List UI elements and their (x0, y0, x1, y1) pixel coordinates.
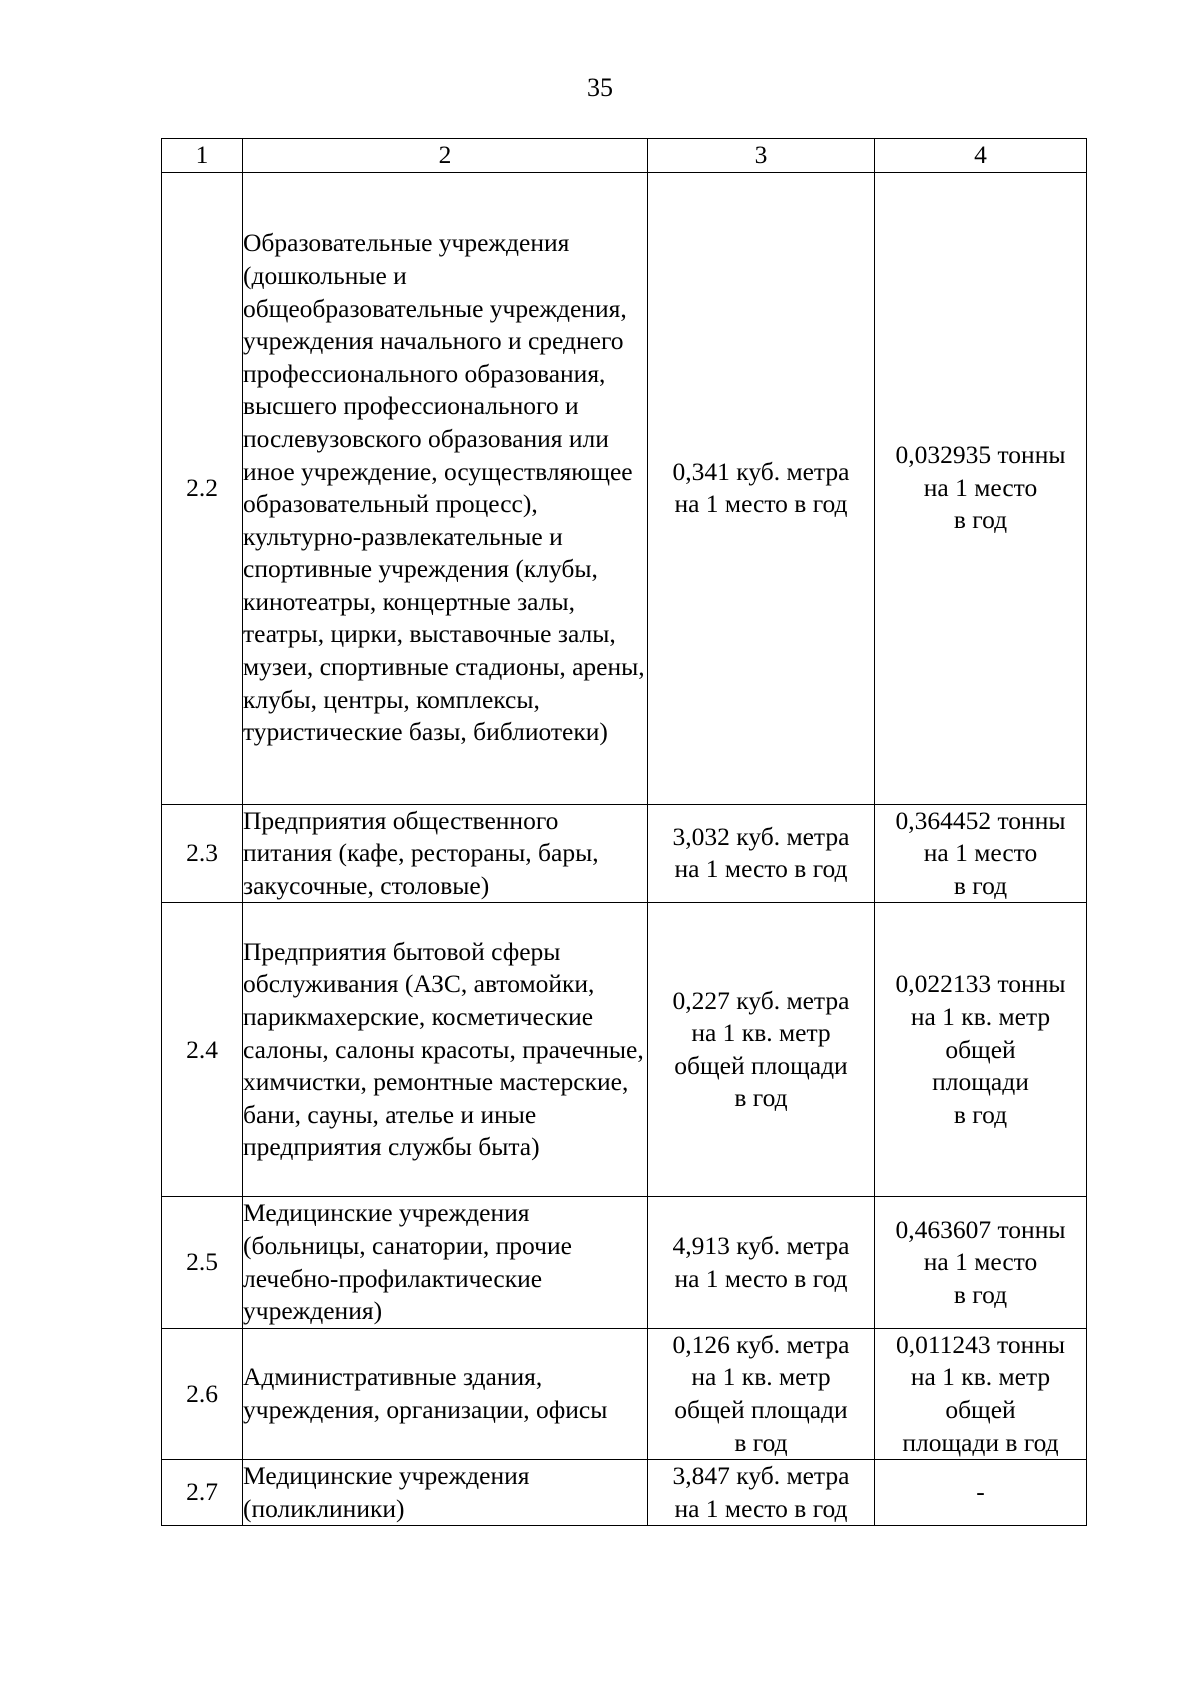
object-category: Предприятия бытовой сферы обслуживания (АЗС, автомойки, парикмахерские, косметические салоны, салоны красоты, прачечные, химчистки, ремонтные мастерские, бани, сауны, ателье и иные предприятия службы быта) (243, 903, 648, 1197)
row-number: 2.6 (162, 1328, 243, 1459)
object-category: Медицинские учреждения (поликлиники) (243, 1460, 648, 1526)
page-number: 35 (587, 73, 613, 102)
mass-norm: - (875, 1460, 1087, 1526)
volume-norm: 3,032 куб. метра на 1 место в год (648, 804, 875, 903)
object-category: Административные здания, учреждения, организации, офисы (243, 1328, 648, 1459)
column-number-cell: 2 (243, 139, 648, 173)
volume-norm: 4,913 куб. метра на 1 место в год (648, 1197, 875, 1328)
column-number-cell: 4 (875, 139, 1087, 173)
object-category: Образовательные учреждения (дошкольные и общеобразовательные учреждения, учреждения начального и среднего профессионального образования, высшего профессионального и послевузовского образования или иное учреждение, осуществляющее образовательный процесс), культурно-развлекательные и спортивные учреждения (клубы, кинотеатры, концертные залы, театры, цирки, выставочные залы, музеи, спортивные стадионы, арены, клубы, центры, комплексы, туристические базы, библиотеки) (243, 172, 648, 804)
object-category: Медицинские учреждения (больницы, санатории, прочие лечебно-профилактические учреждения) (243, 1197, 648, 1328)
table-row (162, 804, 1087, 903)
row-number: 2.7 (162, 1460, 243, 1526)
mass-norm: 0,364452 тонны на 1 место в год (875, 804, 1087, 903)
object-category: Предприятия общественного питания (кафе, рестораны, бары, закусочные, столовые) (243, 804, 648, 903)
column-number-cell: 3 (648, 139, 875, 173)
volume-norm: 0,126 куб. метра на 1 кв. метр общей площади в год (648, 1328, 875, 1459)
table-row (162, 1328, 1087, 1459)
row-number: 2.2 (162, 172, 243, 804)
table-row (162, 172, 1087, 804)
mass-norm: 0,463607 тонны на 1 место в год (875, 1197, 1087, 1328)
volume-norm: 0,227 куб. метра на 1 кв. метр общей площади в год (648, 903, 875, 1197)
table-header-row (162, 139, 1087, 173)
row-number: 2.3 (162, 804, 243, 903)
mass-norm: 0,011243 тонны на 1 кв. метр общей площади в год (875, 1328, 1087, 1459)
volume-norm: 3,847 куб. метра на 1 место в год (648, 1460, 875, 1526)
table-row (162, 1197, 1087, 1328)
table-row (162, 1460, 1087, 1526)
row-number: 2.5 (162, 1197, 243, 1328)
mass-norm: 0,032935 тонны на 1 место в год (875, 172, 1087, 804)
volume-norm: 0,341 куб. метра на 1 место в год (648, 172, 875, 804)
column-number-cell: 1 (162, 139, 243, 173)
row-number: 2.4 (162, 903, 243, 1197)
norms-table (161, 138, 1087, 1526)
mass-norm: 0,022133 тонны на 1 кв. метр общей площади в год (875, 903, 1087, 1197)
table-row (162, 903, 1087, 1197)
